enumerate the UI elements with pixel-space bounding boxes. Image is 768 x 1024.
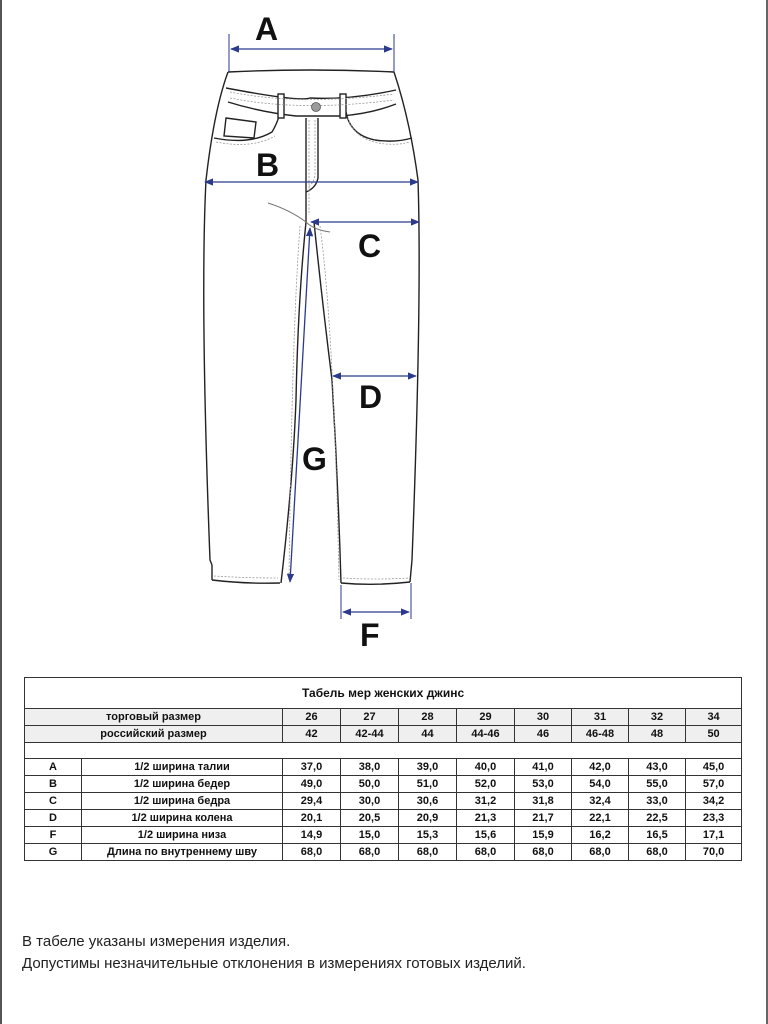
- measurement-value: 50,0: [341, 776, 399, 793]
- measurement-value: 42,0: [572, 759, 629, 776]
- spacer-cell: [25, 743, 742, 759]
- trade-size-cell: 31: [572, 709, 629, 726]
- russian-size-cell: 44-46: [457, 726, 515, 743]
- measurement-code: G: [25, 844, 82, 861]
- button-icon: [312, 103, 321, 112]
- dimension-g-line: [290, 228, 310, 582]
- measurement-value: 32,4: [572, 793, 629, 810]
- measurement-value: 68,0: [572, 844, 629, 861]
- measurement-value: 20,5: [341, 810, 399, 827]
- measurement-value: 68,0: [341, 844, 399, 861]
- measurement-value: 49,0: [283, 776, 341, 793]
- measurement-value: 51,0: [399, 776, 457, 793]
- measurement-code: C: [25, 793, 82, 810]
- measurement-value: 29,4: [283, 793, 341, 810]
- russian-size-cell: 44: [399, 726, 457, 743]
- measurement-value: 15,9: [515, 827, 572, 844]
- measurement-value: 68,0: [515, 844, 572, 861]
- size-chart-table: [24, 677, 742, 861]
- trade-size-label: торговый размер: [25, 709, 283, 726]
- dimension-label-g: G: [302, 441, 327, 477]
- measurement-value: 21,7: [515, 810, 572, 827]
- measurement-value: 31,2: [457, 793, 515, 810]
- russian-size-row: [25, 726, 742, 743]
- measurement-value: 68,0: [629, 844, 686, 861]
- measurement-value: 17,1: [686, 827, 742, 844]
- russian-size-cell: 48: [629, 726, 686, 743]
- stitch-lines: [214, 92, 410, 580]
- measurement-value: 37,0: [283, 759, 341, 776]
- measurement-value: 68,0: [399, 844, 457, 861]
- note-measurements: В табеле указаны измерения изделия.: [22, 933, 291, 950]
- measurement-code: D: [25, 810, 82, 827]
- measurement-value: 41,0: [515, 759, 572, 776]
- dimension-lines: [205, 34, 419, 619]
- trade-size-cell: 26: [283, 709, 341, 726]
- spacer-row: [25, 743, 742, 759]
- measurement-value: 16,2: [572, 827, 629, 844]
- measurement-name: Длина по внутреннему шву: [82, 844, 283, 861]
- measurement-value: 15,3: [399, 827, 457, 844]
- measurement-value: 20,9: [399, 810, 457, 827]
- measurement-value: 40,0: [457, 759, 515, 776]
- dimension-label-f: F: [360, 617, 380, 653]
- measurement-code: A: [25, 759, 82, 776]
- measurement-value: 30,0: [341, 793, 399, 810]
- measurement-name: 1/2 ширина низа: [82, 827, 283, 844]
- measurement-value: 16,5: [629, 827, 686, 844]
- trade-size-cell: 29: [457, 709, 515, 726]
- table-row: [25, 827, 742, 844]
- russian-size-cell: 46-48: [572, 726, 629, 743]
- measurement-value: 30,6: [399, 793, 457, 810]
- measurement-value: 39,0: [399, 759, 457, 776]
- trade-size-cell: 30: [515, 709, 572, 726]
- measurement-value: 68,0: [283, 844, 341, 861]
- measurement-value: 15,0: [341, 827, 399, 844]
- measurement-value: 70,0: [686, 844, 742, 861]
- trade-size-cell: 32: [629, 709, 686, 726]
- measurement-value: 34,2: [686, 793, 742, 810]
- measurement-value: 31,8: [515, 793, 572, 810]
- measurement-value: 55,0: [629, 776, 686, 793]
- measurement-value: 22,5: [629, 810, 686, 827]
- measurement-value: 21,3: [457, 810, 515, 827]
- measurement-value: 57,0: [686, 776, 742, 793]
- measurement-code: F: [25, 827, 82, 844]
- russian-size-label: российский размер: [25, 726, 283, 743]
- dimension-label-b: B: [256, 147, 280, 183]
- dimension-label-c: C: [358, 228, 382, 264]
- table-title: Табель мер женских джинс: [25, 678, 742, 709]
- measurement-value: 38,0: [341, 759, 399, 776]
- measurement-value: 22,1: [572, 810, 629, 827]
- russian-size-cell: 46: [515, 726, 572, 743]
- table-row: [25, 759, 742, 776]
- measurement-value: 53,0: [515, 776, 572, 793]
- measurement-name: 1/2 ширина бедра: [82, 793, 283, 810]
- table-row: [25, 844, 742, 861]
- measurement-value: 45,0: [686, 759, 742, 776]
- trade-size-row: [25, 709, 742, 726]
- measurement-value: 33,0: [629, 793, 686, 810]
- trade-size-cell: 34: [686, 709, 742, 726]
- measurement-name: 1/2 ширина бедер: [82, 776, 283, 793]
- measurement-code: B: [25, 776, 82, 793]
- measurement-value: 52,0: [457, 776, 515, 793]
- table-row: [25, 793, 742, 810]
- measurement-value: 23,3: [686, 810, 742, 827]
- measurement-value: 14,9: [283, 827, 341, 844]
- measurement-value: 68,0: [457, 844, 515, 861]
- measurement-value: 20,1: [283, 810, 341, 827]
- jeans-outline: [204, 70, 419, 584]
- measurement-rows: [25, 759, 742, 861]
- trade-size-cell: 28: [399, 709, 457, 726]
- measurement-value: 43,0: [629, 759, 686, 776]
- measurement-value: 15,6: [457, 827, 515, 844]
- table-title-row: [25, 678, 742, 709]
- measurement-value: 54,0: [572, 776, 629, 793]
- table-row: [25, 776, 742, 793]
- measurement-name: 1/2 ширина колена: [82, 810, 283, 827]
- dimension-label-a: A: [255, 11, 279, 47]
- measurement-name: 1/2 ширина талии: [82, 759, 283, 776]
- note-deviations: Допустимы незначительные отклонения в измерениях готовых изделий.: [22, 955, 526, 972]
- russian-size-cell: 42: [283, 726, 341, 743]
- dimension-label-d: D: [359, 379, 383, 415]
- table-row: [25, 810, 742, 827]
- russian-size-cell: 42-44: [341, 726, 399, 743]
- trade-size-cell: 27: [341, 709, 399, 726]
- russian-size-cell: 50: [686, 726, 742, 743]
